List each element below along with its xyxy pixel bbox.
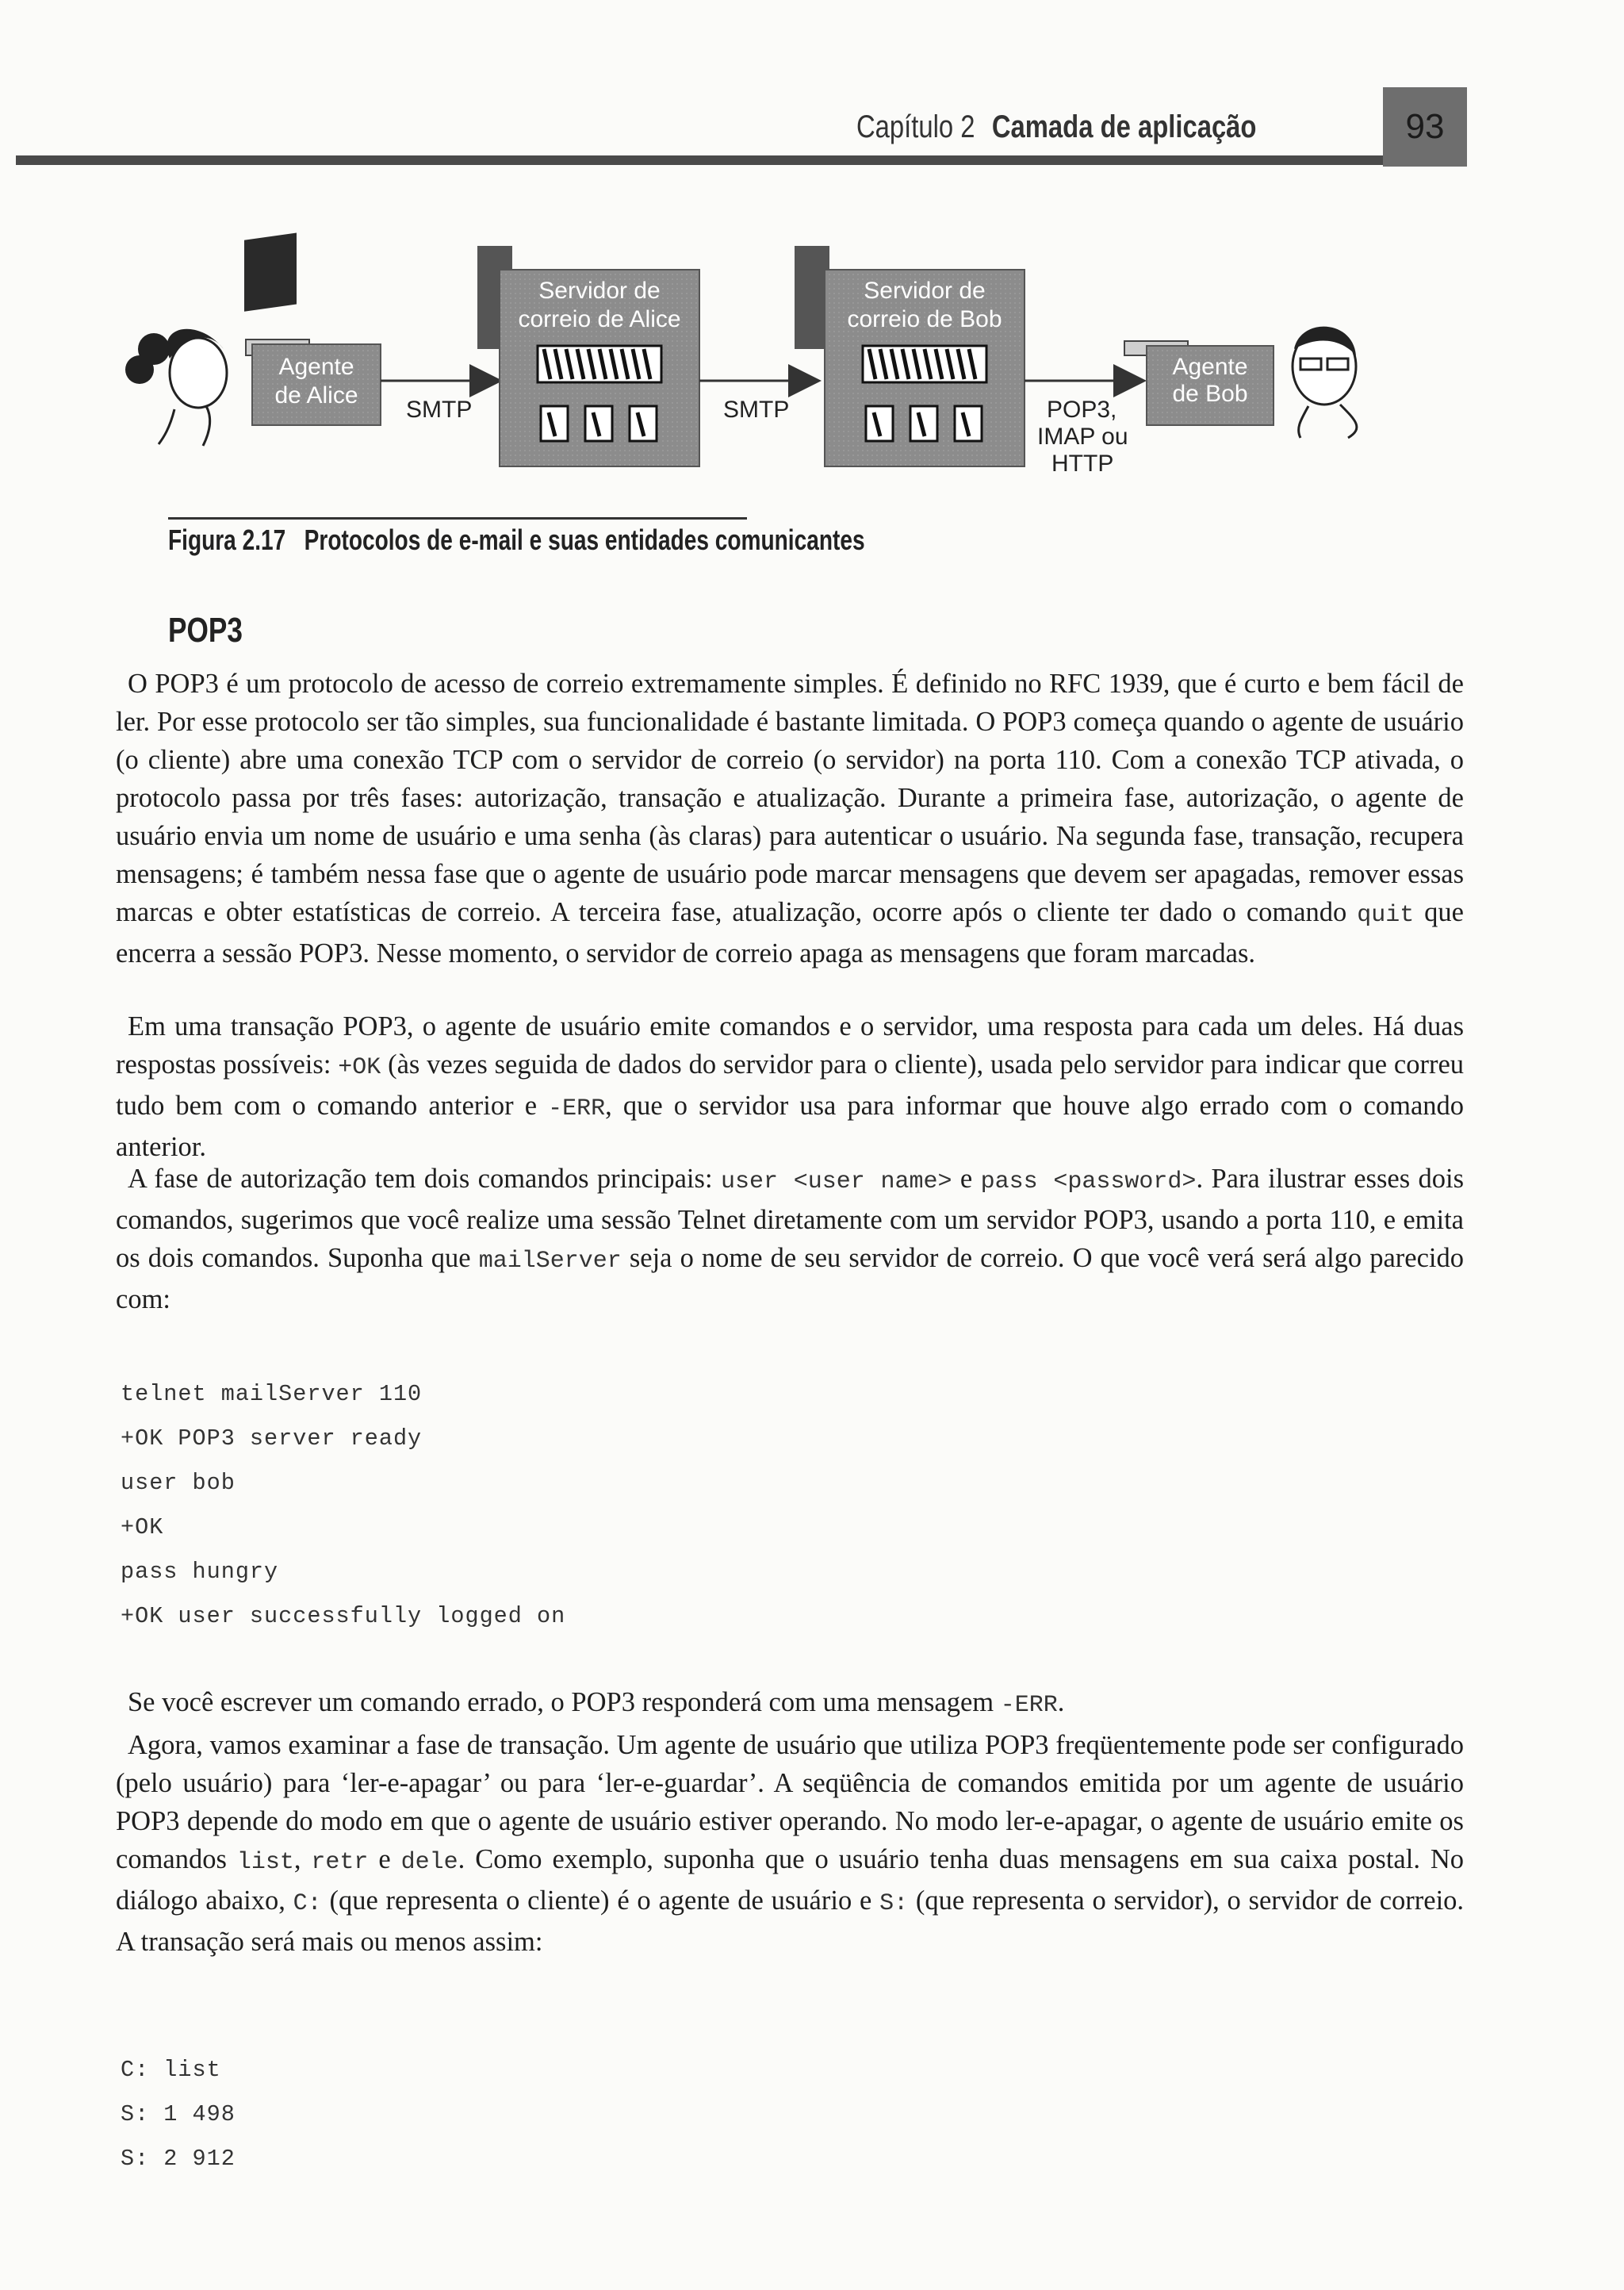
- email-protocols-figure: [0, 230, 1624, 492]
- smtp-label-1: SMTP: [406, 397, 473, 423]
- code-block-transaction: [121, 2048, 834, 2181]
- alice-mailboxes-icon: [541, 406, 657, 441]
- code-line: telnet mailServer 110: [121, 1381, 423, 1407]
- code-line: pass hungry: [121, 1559, 279, 1585]
- alice-person-icon: [125, 329, 227, 446]
- header-rule: [16, 155, 1467, 165]
- alice-computer-icon: [244, 232, 309, 355]
- code-block-telnet: [121, 1372, 834, 1639]
- bob-message-queue-icon: [863, 346, 986, 382]
- bob-person-icon: [1293, 327, 1357, 438]
- running-header: [856, 103, 1273, 151]
- caption-rule: [168, 517, 747, 520]
- caption-text: Protocolos de e-mail e suas entidades comunicantes: [304, 524, 865, 556]
- bob-agent-label-1: Agente: [1172, 354, 1248, 380]
- bob-computer-icon: [1124, 230, 1188, 355]
- section-label: Camada de aplicação: [991, 109, 1257, 144]
- code-line: +OK POP3 server ready: [121, 1425, 423, 1452]
- code-line: +OK: [121, 1514, 164, 1540]
- caption-number: Figura 2.17: [168, 524, 286, 556]
- alice-server-label-2: correio de Alice: [518, 306, 681, 332]
- pop-label-2: IMAP ou: [1037, 424, 1128, 450]
- alice-agent-label-1: Agente: [278, 354, 354, 380]
- paragraph-5: Agora, vamos examinar a fase de transação. Um agente de usuário que utiliza POP3 freqüentemente pode ser configurado (pelo usuário) para ‘ler-e-apagar’ ou para ‘ler-e-guardar’. A seqüência de comandos emitida por um agente de usuário POP3 depende do modo em que o agente de usuário estiver operando. No modo ler-e-apagar, o agente de usuário emite os comandos list, retr e dele. Como exemplo, suponha que o usuário tenha duas mensagens em sua caixa postal. No diálogo abaixo, C: (que representa o cliente) é o agente de usuário e S: (que representa o servidor), o servidor de correio. A transação será mais ou menos assim:: [116, 1730, 1465, 1957]
- bob-server-label-1: Servidor de: [864, 278, 986, 304]
- code-line: S: 2 912: [121, 2146, 236, 2172]
- code-line: S: 1 498: [121, 2101, 236, 2127]
- pop-label-1: POP3,: [1047, 397, 1117, 423]
- bob-agent-label-2: de Bob: [1172, 381, 1248, 407]
- bob-mailboxes-icon: [866, 406, 982, 441]
- pop-label-3: HTTP: [1051, 451, 1114, 477]
- chapter-label: Capítulo 2: [856, 109, 975, 144]
- paragraph-4: Se você escrever um comando errado, o POP3 responderá com uma mensagem -ERR.: [128, 1687, 1065, 1719]
- paragraph-3: A fase de autorização tem dois comandos principais: user <user name> e pass <password>. Para ilustrar esses dois comandos, sugerimos que você realize uma sessão Telnet diretamente com um servidor POP3, usando a porta 110, e emita os dois comandos. Suponha que mailServer seja o nome de seu servidor de correio. O que você verá será algo parecido com:: [116, 1164, 1465, 1314]
- page-number: 93: [1383, 87, 1467, 167]
- paragraph-2: Em uma transação POP3, o agente de usuário emite comandos e o servidor, uma resposta para cada um deles. Há duas respostas possíveis: +OK (às vezes seguida de dados do servidor para o cliente), usada pelo servidor para indicar que correu tudo bem com o comando anterior e -ERR, que o servidor usa para informar que houve algo errado com o comando anterior.: [116, 1011, 1465, 1162]
- smtp-label-2: SMTP: [723, 397, 790, 423]
- code-line: user bob: [121, 1470, 236, 1496]
- bob-server-label-2: correio de Bob: [847, 306, 1002, 332]
- figure-caption: [168, 524, 865, 566]
- code-line: C: list: [121, 2057, 221, 2083]
- alice-server-label-1: Servidor de: [538, 278, 661, 304]
- body-text-block-1: [116, 665, 1464, 1312]
- body-text-block-2: [116, 1683, 1464, 1961]
- alice-agent-label-2: de Alice: [274, 382, 358, 409]
- paragraph-1: O POP3 é um protocolo de acesso de correio extremamente simples. É definido no RFC 1939, que é curto e bem fácil de ler. Por esse protocolo ser tão simples, sua funcionalidade é bastante limitada. O POP3 começa quando o agente de usuário (o cliente) abre uma conexão TCP com o servidor de correio (o servidor) na porta 110. Com a conexão TCP ativada, o protocolo passa por três fases: autorização, transação e atualização. Durante a primeira fase, autorização, o agente de usuário envia um nome de usuário e uma senha (às claras) para autenticar o usuário. Na segunda fase, transação, recupera mensagens; é também nessa fase que o agente de usuário pode marcar mensagens que devem ser apagadas, remover essas marcas e obter estatísticas de correio. A terceira fase, atualização, ocorre após o cliente ter dado o comando quit que encerra a sessão POP3. Nesse momento, o servidor de correio apaga as mensagens que foram marcadas.: [116, 669, 1464, 969]
- code-line: +OK user successfully logged on: [121, 1603, 566, 1629]
- alice-message-queue-icon: [538, 346, 661, 382]
- section-title: POP3: [168, 611, 243, 650]
